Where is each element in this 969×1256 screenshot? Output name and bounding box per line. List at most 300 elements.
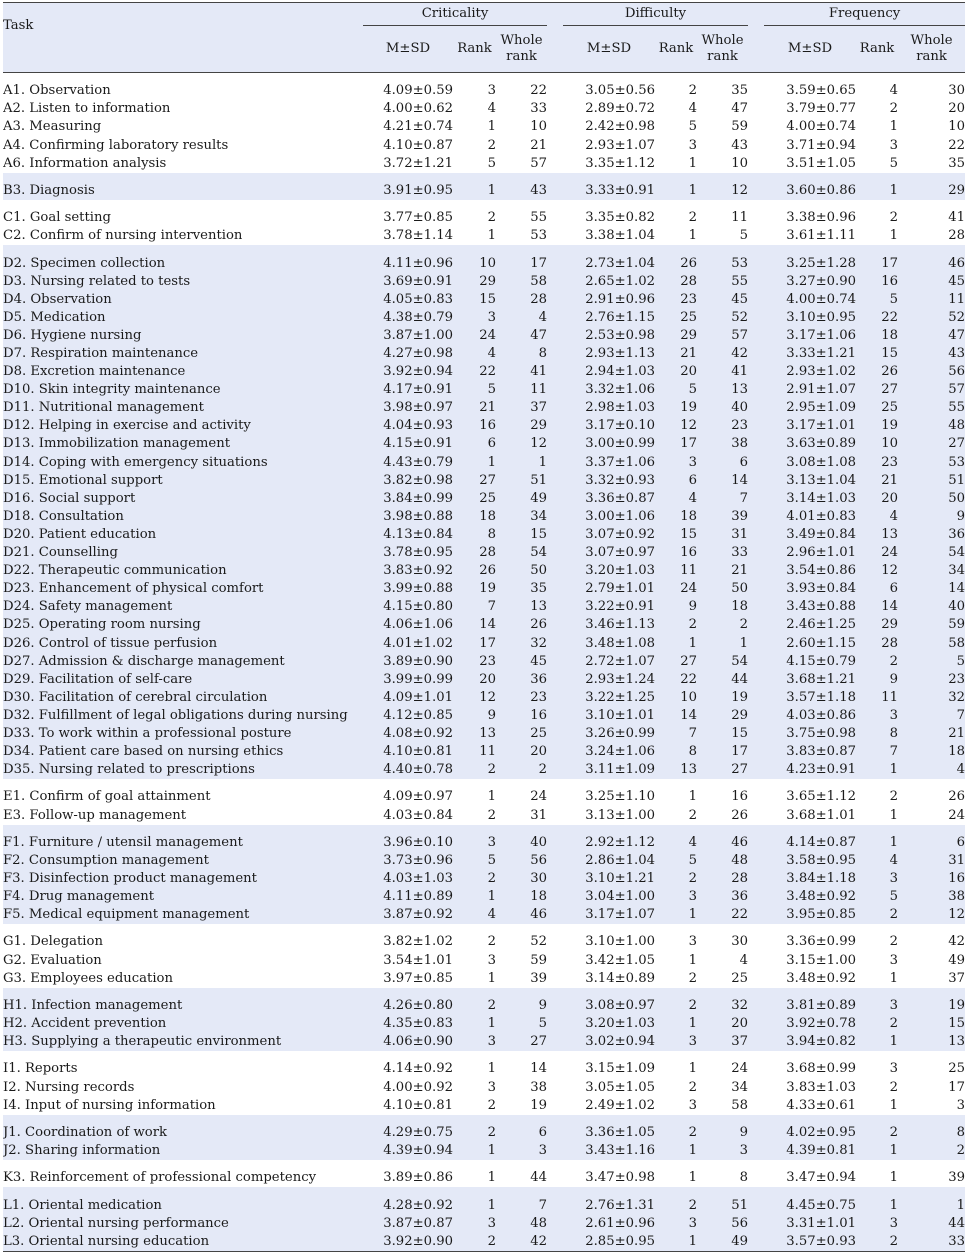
difficulty-rank: 1 bbox=[688, 789, 697, 805]
frequency-msd: 3.58±0.95 bbox=[764, 852, 856, 870]
frequency-whole-rank: 41 bbox=[948, 210, 966, 226]
table-row bbox=[3, 634, 965, 652]
table-row bbox=[3, 725, 965, 743]
criticality-whole-rank: 1 bbox=[496, 454, 547, 472]
difficulty-whole-rank: 51 bbox=[697, 1197, 748, 1215]
difficulty-rank: 1 bbox=[655, 906, 697, 924]
table-row bbox=[3, 1215, 965, 1233]
task-name: A2. Listen to information bbox=[3, 101, 171, 117]
frequency-whole-rank: 39 bbox=[948, 1170, 966, 1186]
criticality-whole-rank: 23 bbox=[496, 689, 547, 707]
criticality-rank: 1 bbox=[487, 1061, 496, 1077]
frequency-msd: 4.14±0.87 bbox=[764, 834, 856, 852]
difficulty-msd: 2.79±1.01 bbox=[563, 580, 655, 598]
criticality-msd: 4.15±0.91 bbox=[363, 435, 453, 453]
criticality-msd: 4.12±0.85 bbox=[363, 707, 453, 725]
frequency-whole-rank: 19 bbox=[898, 997, 965, 1015]
difficulty-msd: 3.17±0.10 bbox=[563, 417, 655, 435]
frequency-rank: 16 bbox=[856, 273, 898, 291]
task-name: D20. Patient education bbox=[3, 526, 363, 544]
frequency-rank: 1 bbox=[856, 834, 898, 852]
difficulty-msd: 2.53±0.98 bbox=[563, 327, 655, 345]
frequency-msd: 3.43±0.88 bbox=[764, 598, 856, 616]
criticality-whole-rank: 58 bbox=[496, 273, 547, 291]
frequency-whole-rank: 4 bbox=[898, 761, 965, 779]
frequency-msd: 2.46±1.25 bbox=[764, 616, 856, 634]
task-name: A1. Observation bbox=[3, 83, 111, 99]
difficulty-rank: 3 bbox=[655, 454, 697, 472]
criticality-group-header: Criticality bbox=[363, 3, 547, 26]
difficulty-whole-rank: 32 bbox=[697, 997, 748, 1015]
difficulty-rank: 2 bbox=[655, 1197, 697, 1215]
frequency-whole-rank: 42 bbox=[948, 934, 966, 950]
frequency-rank: 14 bbox=[856, 598, 898, 616]
frequency-rank: 21 bbox=[856, 472, 898, 490]
table-row bbox=[3, 616, 965, 634]
group-spacer bbox=[3, 1115, 965, 1124]
difficulty-rank: 2 bbox=[688, 807, 697, 823]
frequency-msd: 3.33±1.21 bbox=[764, 345, 856, 363]
difficulty-whole-rank: 11 bbox=[731, 210, 749, 226]
difficulty-rank: 1 bbox=[655, 1233, 697, 1252]
criticality-msd: 3.78±0.95 bbox=[363, 544, 453, 562]
frequency-rank: 7 bbox=[856, 743, 898, 761]
task-name: F5. Medical equipment management bbox=[3, 906, 363, 924]
task-name: L2. Oriental nursing performance bbox=[3, 1215, 363, 1233]
frequency-whole-rank: 52 bbox=[898, 309, 965, 327]
frequency-msd: 3.10±0.95 bbox=[764, 309, 856, 327]
frequency-whole-rank: 9 bbox=[898, 508, 965, 526]
frequency-whole-rank: 8 bbox=[898, 1124, 965, 1142]
criticality-rank: 9 bbox=[453, 707, 496, 725]
frequency-whole-rank: 55 bbox=[898, 399, 965, 417]
criticality-whole-rank: 2 bbox=[496, 761, 547, 779]
frequency-msd: 3.71±0.94 bbox=[786, 137, 857, 153]
frequency-whole-rank: 17 bbox=[948, 1079, 966, 1095]
frequency-whole-rank: 49 bbox=[948, 952, 966, 968]
criticality-rank: 1 bbox=[453, 182, 496, 200]
criticality-msd: 3.92±0.94 bbox=[363, 363, 453, 381]
frequency-whole-rank: 37 bbox=[948, 970, 966, 986]
difficulty-whole-rank: 48 bbox=[697, 852, 748, 870]
task-name: G3. Employees education bbox=[3, 970, 173, 986]
difficulty-rank: 22 bbox=[655, 671, 697, 689]
difficulty-rank: 18 bbox=[655, 508, 697, 526]
table-row bbox=[3, 598, 965, 616]
task-name: D23. Enhancement of physical comfort bbox=[3, 580, 363, 598]
frequency-msd: 3.08±1.08 bbox=[764, 454, 856, 472]
frequency-rank: 2 bbox=[889, 789, 899, 805]
criticality-whole-rank: 46 bbox=[496, 906, 547, 924]
difficulty-rank: 3 bbox=[655, 1033, 697, 1051]
difficulty-msd: 3.00±1.06 bbox=[563, 508, 655, 526]
criticality-rank-header: Rank bbox=[453, 26, 496, 73]
difficulty-rank: 14 bbox=[655, 707, 697, 725]
frequency-msd: 3.93±0.84 bbox=[764, 580, 856, 598]
frequency-rank: 1 bbox=[889, 228, 899, 244]
criticality-rank: 17 bbox=[453, 634, 496, 652]
task-name: D26. Control of tissue perfusion bbox=[3, 634, 363, 652]
difficulty-rank: 21 bbox=[655, 345, 697, 363]
difficulty-msd: 3.05±0.56 bbox=[585, 83, 655, 99]
criticality-rank: 10 bbox=[453, 255, 496, 273]
frequency-whole-rank: 1 bbox=[898, 1197, 965, 1215]
difficulty-msd: 3.07±0.92 bbox=[563, 526, 655, 544]
group-spacer bbox=[3, 924, 965, 933]
difficulty-whole-rank: 6 bbox=[697, 454, 748, 472]
criticality-rank: 13 bbox=[453, 725, 496, 743]
criticality-rank: 11 bbox=[453, 743, 496, 761]
frequency-msd: 3.13±1.04 bbox=[764, 472, 856, 490]
task-rank-table bbox=[3, 2, 965, 1252]
criticality-msd-header: M±SD bbox=[363, 26, 453, 73]
task-name: L3. Oriental nursing education bbox=[3, 1233, 363, 1252]
table-row bbox=[3, 100, 965, 118]
table-row bbox=[3, 136, 965, 154]
frequency-rank: 5 bbox=[856, 291, 898, 309]
difficulty-whole-rank: 34 bbox=[731, 1079, 749, 1095]
difficulty-rank: 1 bbox=[655, 182, 697, 200]
frequency-whole-rank: 32 bbox=[898, 689, 965, 707]
criticality-rank: 2 bbox=[453, 1124, 496, 1142]
frequency-rank: 2 bbox=[889, 934, 899, 950]
difficulty-rank: 2 bbox=[655, 1124, 697, 1142]
difficulty-rank: 3 bbox=[688, 1097, 697, 1113]
difficulty-rank: 13 bbox=[655, 761, 697, 779]
frequency-msd: 2.95±1.09 bbox=[764, 399, 856, 417]
table-row bbox=[3, 381, 965, 399]
frequency-rank: 1 bbox=[856, 761, 898, 779]
frequency-whole-rank: 12 bbox=[898, 906, 965, 924]
criticality-whole-rank-header: Whole rank bbox=[496, 26, 547, 73]
criticality-rank: 28 bbox=[453, 544, 496, 562]
frequency-whole-rank: 53 bbox=[898, 454, 965, 472]
frequency-msd: 3.48±0.92 bbox=[764, 888, 856, 906]
group-spacer bbox=[3, 245, 965, 254]
difficulty-msd: 3.02±0.94 bbox=[563, 1033, 655, 1051]
task-name: G1. Delegation bbox=[3, 934, 103, 950]
frequency-whole-rank-header: Whole rank bbox=[898, 26, 965, 73]
difficulty-rank: 1 bbox=[688, 155, 697, 171]
difficulty-rank: 2 bbox=[655, 870, 697, 888]
frequency-rank: 20 bbox=[856, 490, 898, 508]
criticality-rank: 1 bbox=[453, 1197, 496, 1215]
criticality-rank: 14 bbox=[453, 616, 496, 634]
task-name: D34. Patient care based on nursing ethics bbox=[3, 743, 363, 761]
criticality-msd: 4.10±0.81 bbox=[363, 743, 453, 761]
table-row bbox=[3, 997, 965, 1015]
difficulty-msd: 3.47±0.98 bbox=[585, 1170, 655, 1186]
criticality-msd: 3.84±0.99 bbox=[363, 490, 453, 508]
criticality-rank: 19 bbox=[453, 580, 496, 598]
frequency-rank: 3 bbox=[856, 997, 898, 1015]
frequency-msd: 3.49±0.84 bbox=[764, 526, 856, 544]
criticality-whole-rank: 37 bbox=[496, 399, 547, 417]
table-row bbox=[3, 1142, 965, 1160]
frequency-msd: 3.48±0.92 bbox=[786, 970, 857, 986]
criticality-whole-rank: 54 bbox=[496, 544, 547, 562]
task-name: D35. Nursing related to prescriptions bbox=[3, 761, 363, 779]
table-row bbox=[3, 345, 965, 363]
frequency-msd: 3.38±0.96 bbox=[786, 210, 857, 226]
criticality-whole-rank: 34 bbox=[496, 508, 547, 526]
frequency-msd: 3.60±0.86 bbox=[764, 182, 856, 200]
criticality-rank: 3 bbox=[487, 952, 496, 968]
task-name: D2. Specimen collection bbox=[3, 255, 363, 273]
difficulty-msd: 2.85±0.95 bbox=[563, 1233, 655, 1252]
frequency-msd: 2.93±1.02 bbox=[764, 363, 856, 381]
frequency-rank-header: Rank bbox=[856, 26, 898, 73]
difficulty-rank: 26 bbox=[655, 255, 697, 273]
frequency-msd: 3.75±0.98 bbox=[764, 725, 856, 743]
criticality-whole-rank: 36 bbox=[496, 671, 547, 689]
difficulty-whole-rank: 14 bbox=[697, 472, 748, 490]
criticality-whole-rank: 49 bbox=[496, 490, 547, 508]
difficulty-rank: 3 bbox=[655, 888, 697, 906]
difficulty-whole-rank: 1 bbox=[697, 634, 748, 652]
frequency-whole-rank: 7 bbox=[898, 707, 965, 725]
difficulty-rank: 5 bbox=[688, 119, 697, 135]
difficulty-rank: 19 bbox=[655, 399, 697, 417]
task-name: F4. Drug management bbox=[3, 888, 363, 906]
difficulty-whole-rank: 33 bbox=[697, 544, 748, 562]
criticality-msd: 4.35±0.83 bbox=[363, 1015, 453, 1033]
criticality-whole-rank: 30 bbox=[496, 870, 547, 888]
difficulty-msd: 2.42±0.98 bbox=[585, 119, 655, 135]
frequency-msd: 3.59±0.65 bbox=[786, 83, 857, 99]
criticality-whole-rank: 28 bbox=[496, 291, 547, 309]
frequency-group-header: Frequency bbox=[764, 3, 965, 26]
criticality-rank: 6 bbox=[453, 435, 496, 453]
criticality-msd: 4.43±0.79 bbox=[363, 454, 453, 472]
frequency-whole-rank: 11 bbox=[898, 291, 965, 309]
difficulty-msd: 2.92±1.12 bbox=[563, 834, 655, 852]
group-spacer bbox=[3, 173, 965, 182]
criticality-whole-rank: 12 bbox=[496, 435, 547, 453]
table-row bbox=[3, 970, 965, 988]
criticality-whole-rank: 14 bbox=[530, 1061, 547, 1077]
criticality-whole-rank: 56 bbox=[496, 852, 547, 870]
difficulty-whole-rank: 23 bbox=[697, 417, 748, 435]
difficulty-whole-rank: 22 bbox=[697, 906, 748, 924]
frequency-rank: 5 bbox=[889, 155, 899, 171]
difficulty-rank: 16 bbox=[655, 544, 697, 562]
difficulty-whole-rank: 26 bbox=[731, 807, 749, 823]
criticality-msd: 4.21±0.74 bbox=[383, 119, 453, 135]
frequency-rank: 1 bbox=[889, 807, 899, 823]
difficulty-whole-rank: 28 bbox=[697, 870, 748, 888]
task-name: H2. Accident prevention bbox=[3, 1015, 363, 1033]
difficulty-rank: 27 bbox=[655, 653, 697, 671]
criticality-whole-rank: 25 bbox=[496, 725, 547, 743]
frequency-msd: 3.31±1.01 bbox=[764, 1215, 856, 1233]
frequency-msd: 2.91±1.07 bbox=[764, 381, 856, 399]
difficulty-msd: 3.10±1.01 bbox=[563, 707, 655, 725]
difficulty-whole-rank: 2 bbox=[697, 616, 748, 634]
frequency-rank: 18 bbox=[856, 327, 898, 345]
criticality-msd: 4.29±0.75 bbox=[363, 1124, 453, 1142]
criticality-msd: 3.91±0.95 bbox=[363, 182, 453, 200]
criticality-msd: 3.77±0.85 bbox=[383, 210, 453, 226]
difficulty-whole-rank: 31 bbox=[697, 526, 748, 544]
frequency-whole-rank: 20 bbox=[948, 101, 966, 117]
criticality-rank: 2 bbox=[453, 761, 496, 779]
criticality-whole-rank: 40 bbox=[496, 834, 547, 852]
table-row bbox=[3, 933, 965, 951]
difficulty-rank: 2 bbox=[655, 997, 697, 1015]
difficulty-rank: 1 bbox=[655, 1142, 697, 1160]
criticality-msd: 4.09±0.97 bbox=[383, 789, 453, 805]
criticality-rank: 7 bbox=[453, 598, 496, 616]
frequency-msd: 3.79±0.77 bbox=[786, 101, 857, 117]
frequency-rank: 17 bbox=[856, 255, 898, 273]
criticality-whole-rank: 53 bbox=[530, 228, 547, 244]
difficulty-whole-rank: 13 bbox=[697, 381, 748, 399]
frequency-msd: 3.63±0.89 bbox=[764, 435, 856, 453]
difficulty-whole-rank: 15 bbox=[697, 725, 748, 743]
task-name: D11. Nutritional management bbox=[3, 399, 363, 417]
difficulty-whole-rank: 20 bbox=[697, 1015, 748, 1033]
difficulty-rank: 2 bbox=[655, 616, 697, 634]
criticality-rank: 2 bbox=[487, 1097, 496, 1113]
frequency-rank: 2 bbox=[856, 1233, 898, 1252]
criticality-whole-rank: 47 bbox=[496, 327, 547, 345]
difficulty-whole-rank: 55 bbox=[697, 273, 748, 291]
frequency-whole-rank: 44 bbox=[898, 1215, 965, 1233]
table-row bbox=[3, 1124, 965, 1142]
difficulty-whole-rank: 39 bbox=[697, 508, 748, 526]
difficulty-whole-rank: 46 bbox=[697, 834, 748, 852]
frequency-whole-rank: 59 bbox=[898, 616, 965, 634]
task-name: A6. Information analysis bbox=[3, 155, 167, 171]
criticality-rank: 25 bbox=[453, 490, 496, 508]
table-row bbox=[3, 490, 965, 508]
task-name: J1. Coordination of work bbox=[3, 1124, 363, 1142]
difficulty-msd: 3.22±1.25 bbox=[563, 689, 655, 707]
frequency-whole-rank: 15 bbox=[898, 1015, 965, 1033]
frequency-whole-rank: 14 bbox=[898, 580, 965, 598]
difficulty-msd: 3.33±0.91 bbox=[563, 182, 655, 200]
criticality-msd: 3.97±0.85 bbox=[383, 970, 453, 986]
criticality-rank: 16 bbox=[453, 417, 496, 435]
criticality-msd: 4.14±0.92 bbox=[383, 1061, 453, 1077]
table-row bbox=[3, 327, 965, 345]
criticality-whole-rank: 44 bbox=[530, 1170, 547, 1186]
difficulty-whole-rank: 3 bbox=[697, 1142, 748, 1160]
criticality-msd: 4.04±0.93 bbox=[363, 417, 453, 435]
frequency-whole-rank: 33 bbox=[898, 1233, 965, 1252]
frequency-whole-rank: 31 bbox=[898, 852, 965, 870]
group-spacer bbox=[3, 1051, 965, 1060]
criticality-whole-rank: 10 bbox=[530, 119, 547, 135]
criticality-rank: 2 bbox=[487, 934, 496, 950]
frequency-rank: 27 bbox=[856, 381, 898, 399]
difficulty-msd: 2.76±1.31 bbox=[563, 1197, 655, 1215]
difficulty-msd: 3.36±1.05 bbox=[563, 1124, 655, 1142]
criticality-rank: 8 bbox=[453, 526, 496, 544]
table-row bbox=[3, 255, 965, 273]
frequency-rank: 15 bbox=[856, 345, 898, 363]
frequency-whole-rank: 45 bbox=[898, 273, 965, 291]
frequency-rank: 2 bbox=[889, 101, 899, 117]
difficulty-msd: 3.32±0.93 bbox=[563, 472, 655, 490]
table-row bbox=[3, 807, 965, 825]
frequency-msd: 4.23±0.91 bbox=[764, 761, 856, 779]
frequency-rank: 1 bbox=[889, 970, 899, 986]
frequency-msd: 3.17±1.01 bbox=[764, 417, 856, 435]
frequency-whole-rank: 26 bbox=[948, 789, 966, 805]
frequency-msd: 2.60±1.15 bbox=[764, 634, 856, 652]
difficulty-whole-rank: 8 bbox=[739, 1170, 749, 1186]
task-name: A4. Confirming laboratory results bbox=[3, 137, 229, 153]
difficulty-rank: 1 bbox=[655, 634, 697, 652]
difficulty-msd: 2.49±1.02 bbox=[585, 1097, 655, 1113]
difficulty-rank: 1 bbox=[688, 1061, 697, 1077]
difficulty-whole-rank-header: Whole rank bbox=[697, 26, 748, 73]
task-name: F3. Disinfection product management bbox=[3, 870, 363, 888]
table-row bbox=[3, 788, 965, 806]
criticality-msd: 4.27±0.98 bbox=[363, 345, 453, 363]
criticality-rank: 3 bbox=[453, 1033, 496, 1051]
frequency-rank: 19 bbox=[856, 417, 898, 435]
criticality-msd: 4.00±0.62 bbox=[383, 101, 453, 117]
table-row bbox=[3, 1078, 965, 1096]
frequency-msd: 3.27±0.90 bbox=[764, 273, 856, 291]
frequency-whole-rank: 5 bbox=[898, 653, 965, 671]
criticality-rank: 1 bbox=[487, 228, 496, 244]
criticality-msd: 3.87±0.87 bbox=[363, 1215, 453, 1233]
frequency-msd-header: M±SD bbox=[764, 26, 856, 73]
table-row bbox=[3, 1033, 965, 1051]
task-name: D4. Observation bbox=[3, 291, 363, 309]
frequency-whole-rank: 10 bbox=[948, 119, 966, 135]
criticality-whole-rank: 33 bbox=[530, 101, 547, 117]
difficulty-msd: 3.14±0.89 bbox=[585, 970, 655, 986]
frequency-msd: 3.47±0.94 bbox=[786, 1170, 857, 1186]
difficulty-rank: 24 bbox=[655, 580, 697, 598]
task-name: C1. Goal setting bbox=[3, 210, 111, 226]
difficulty-msd: 3.20±1.03 bbox=[563, 1015, 655, 1033]
task-name: D24. Safety management bbox=[3, 598, 363, 616]
criticality-rank: 21 bbox=[453, 399, 496, 417]
frequency-rank: 2 bbox=[889, 210, 899, 226]
difficulty-rank: 2 bbox=[688, 83, 697, 99]
frequency-rank: 3 bbox=[856, 870, 898, 888]
frequency-rank: 24 bbox=[856, 544, 898, 562]
frequency-whole-rank: 25 bbox=[948, 1061, 966, 1077]
difficulty-msd: 2.93±1.07 bbox=[585, 137, 655, 153]
task-name: D27. Admission & discharge management bbox=[3, 653, 363, 671]
criticality-msd: 3.83±0.92 bbox=[363, 562, 453, 580]
difficulty-msd: 3.42±1.05 bbox=[585, 952, 655, 968]
difficulty-msd: 3.25±1.10 bbox=[585, 789, 655, 805]
difficulty-msd: 3.48±1.08 bbox=[563, 634, 655, 652]
frequency-msd: 4.33±0.61 bbox=[786, 1097, 857, 1113]
criticality-msd: 4.03±0.84 bbox=[383, 807, 453, 823]
table-row bbox=[3, 182, 965, 200]
criticality-rank: 5 bbox=[453, 381, 496, 399]
frequency-rank: 4 bbox=[856, 852, 898, 870]
criticality-whole-rank: 51 bbox=[496, 472, 547, 490]
criticality-whole-rank: 39 bbox=[530, 970, 547, 986]
difficulty-whole-rank: 21 bbox=[697, 562, 748, 580]
difficulty-msd: 3.04±1.00 bbox=[563, 888, 655, 906]
criticality-rank: 12 bbox=[453, 689, 496, 707]
difficulty-whole-rank: 44 bbox=[697, 671, 748, 689]
criticality-whole-rank: 38 bbox=[530, 1079, 547, 1095]
difficulty-rank: 8 bbox=[655, 743, 697, 761]
criticality-rank: 1 bbox=[487, 119, 496, 135]
